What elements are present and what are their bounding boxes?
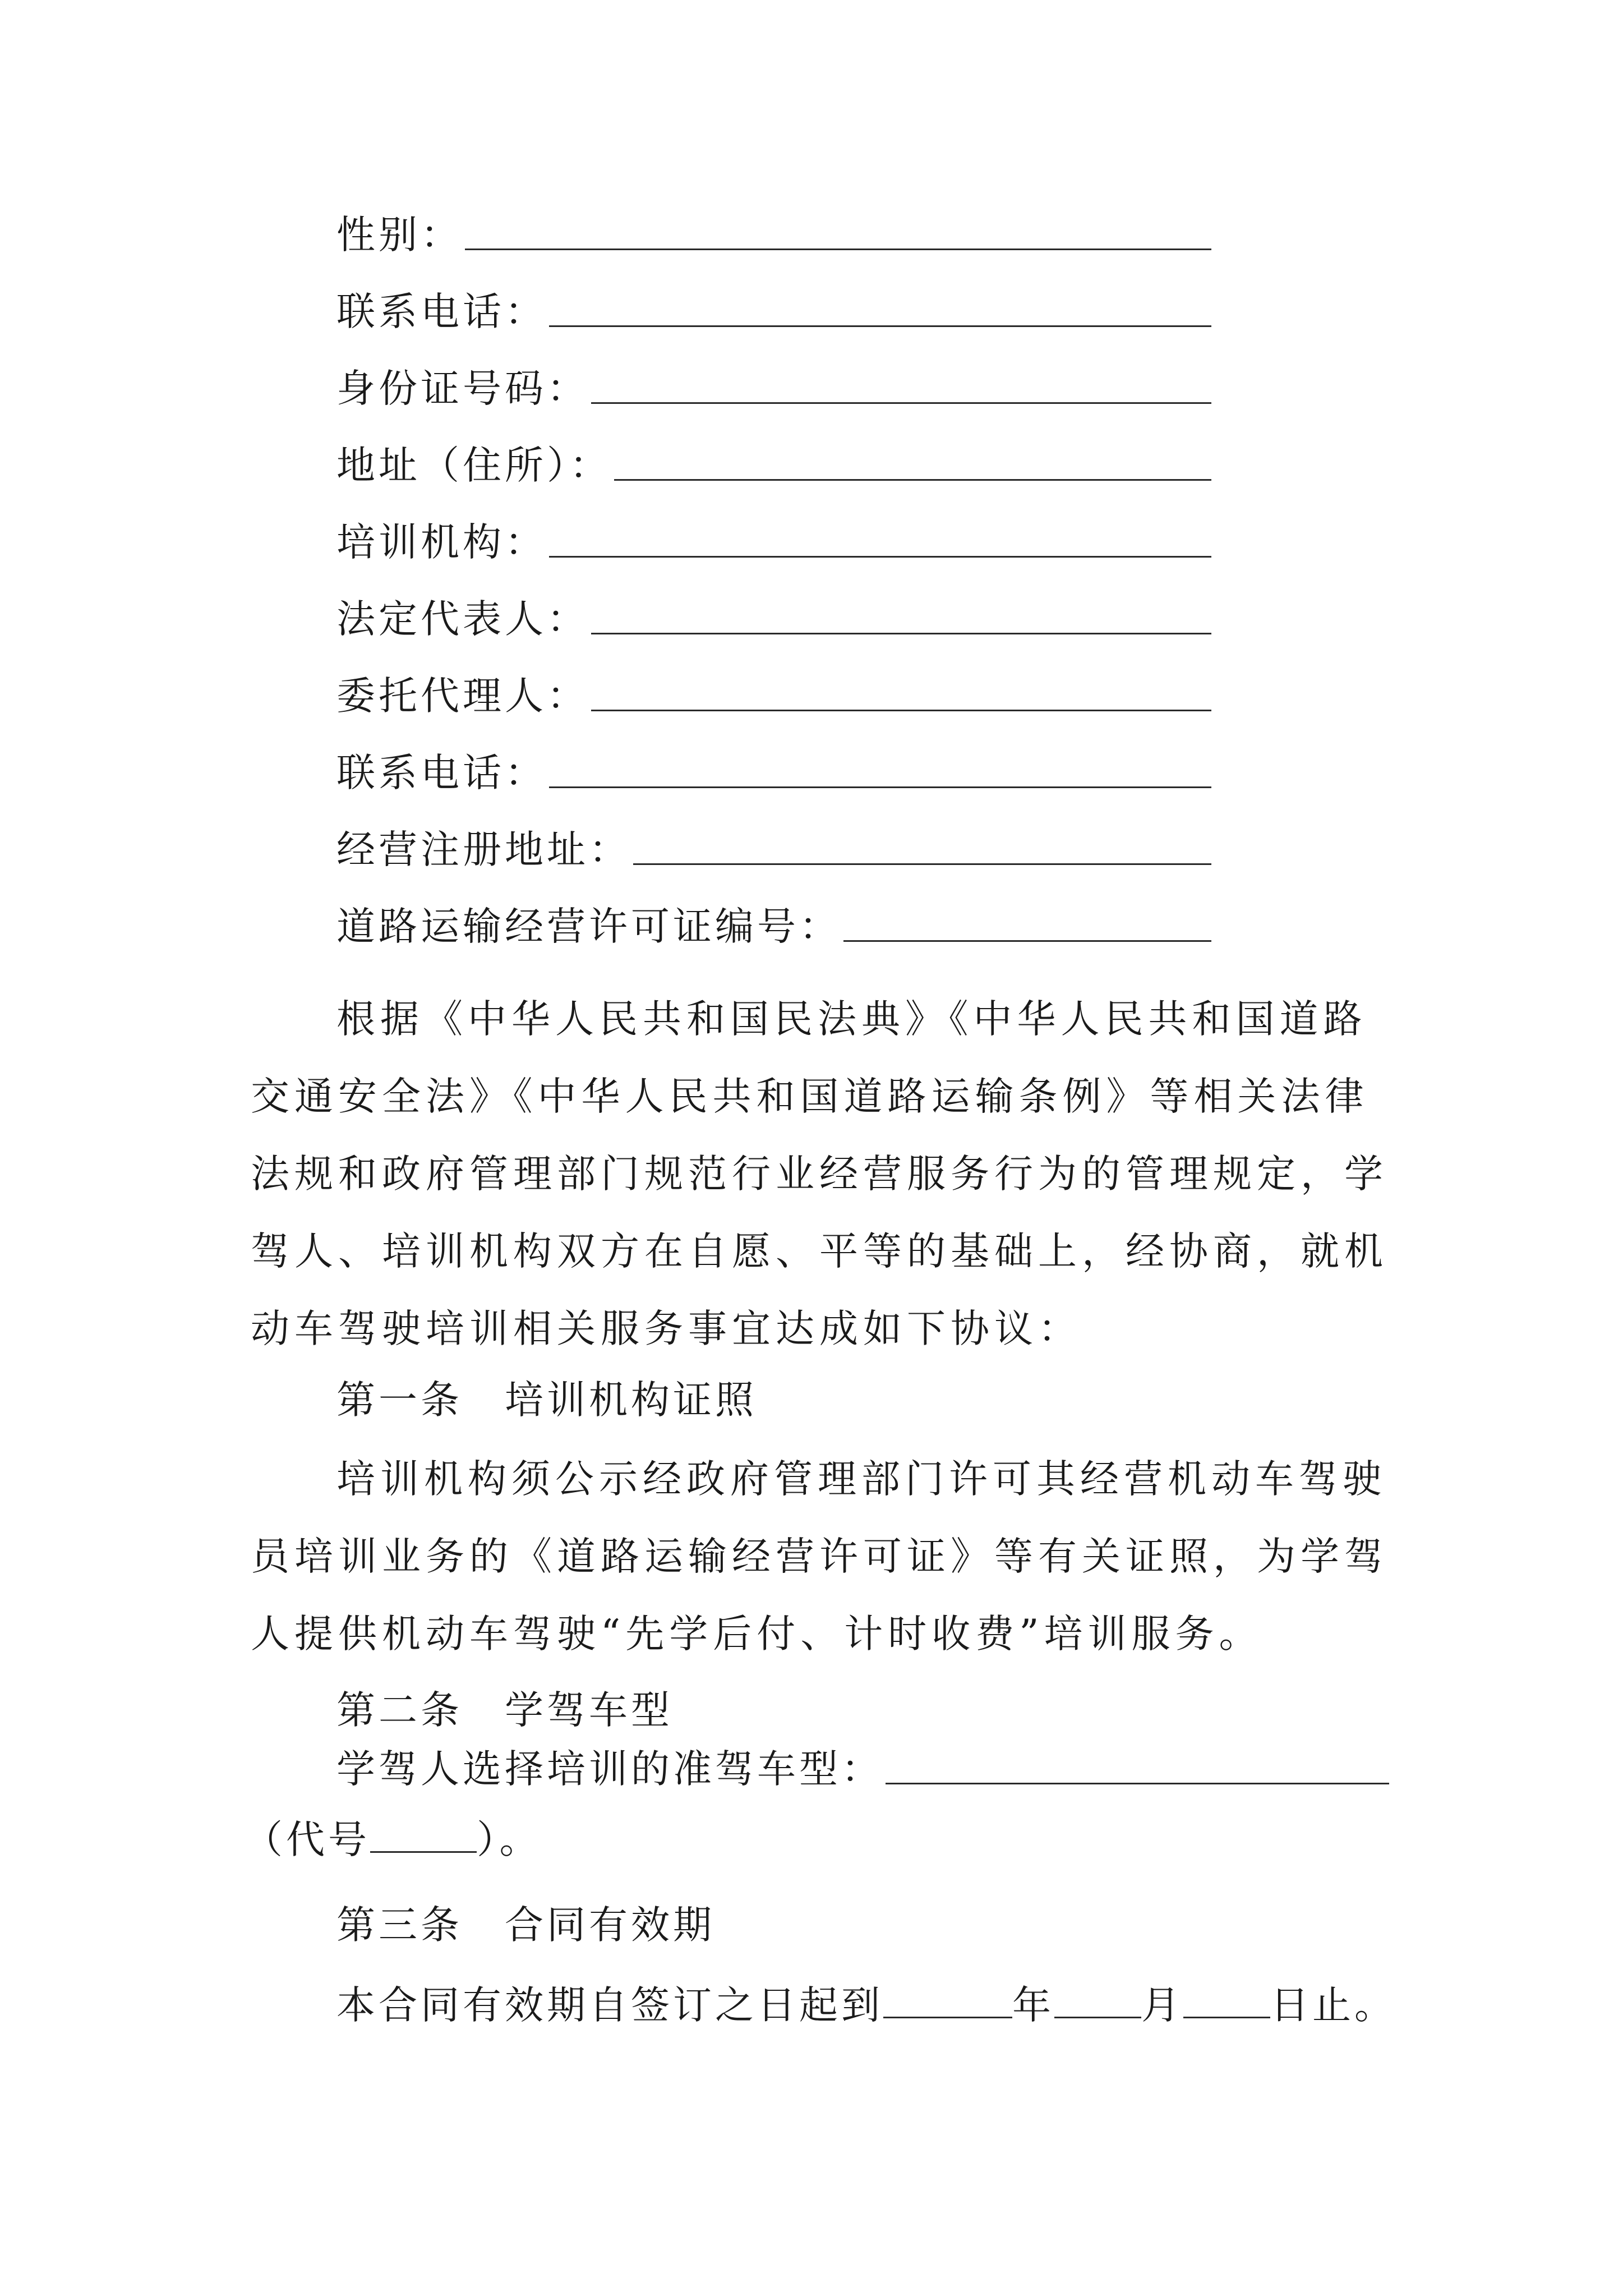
day-blank[interactable] <box>1183 1983 1270 2018</box>
authorized-agent-field[interactable] <box>336 663 1211 719</box>
field-label: 联系电话： <box>336 289 547 334</box>
field-label: 联系电话： <box>336 751 547 795</box>
article-3-title: 第三条 合同有效期 <box>336 1903 715 1948</box>
field-label: 地址（住所）： <box>336 443 612 488</box>
vehicle-code-blank[interactable] <box>370 1818 477 1853</box>
fill-in-line[interactable] <box>614 478 1212 481</box>
preamble-paragraph: 根据《中华人民共和国民法典》《中华人民共和国道路交通安全法》《中华人民共和国道路运输条例》等相关法律法规和政府管理部门规范行业经营服务行为的管理规定，学驾人、培训机构双方在自愿、平等的基础上，经协商，就机动车驾驶培训相关服务事宜达成如下协议： <box>251 997 1388 1351</box>
fill-in-line[interactable] <box>843 940 1211 942</box>
code-close-label: ）。 <box>477 1818 542 1862</box>
validity-prefix: 本合同有效期自签订之日起到 <box>336 1983 883 2028</box>
validity-period-line <box>336 1983 1396 2028</box>
code-open-label: （代号 <box>244 1818 370 1862</box>
legal-representative-field[interactable] <box>336 586 1211 642</box>
field-label: 法定代表人： <box>336 597 589 642</box>
fill-in-line[interactable] <box>465 248 1211 250</box>
field-label: 经营注册地址： <box>336 827 631 872</box>
article-1-title: 第一条 培训机构证照 <box>336 1378 757 1423</box>
field-label: 学驾人选择培训的准驾车型： <box>336 1747 883 1792</box>
gender-field[interactable] <box>336 202 1211 258</box>
field-label: 性别： <box>336 213 463 257</box>
vehicle-type-field[interactable] <box>336 1736 1389 1792</box>
fill-in-line[interactable] <box>886 1782 1389 1784</box>
field-label: 委托代理人： <box>336 674 589 719</box>
field-label: 道路运输经营许可证编号： <box>336 904 841 949</box>
day-end-label: 日止。 <box>1270 1983 1396 2028</box>
fill-in-line[interactable] <box>591 709 1211 711</box>
license-number-field[interactable] <box>336 894 1211 950</box>
article-2-title: 第二条 学驾车型 <box>336 1688 673 1733</box>
field-label: 身份证号码： <box>336 366 589 411</box>
article-1-body: 培训机构须公示经政府管理部门许可其经营机动车驾驶员培训业务的《道路运输经营许可证》等有关证照，为学驾人提供机动车驾驶“先学后付、计时收费”培训服务。 <box>251 1457 1388 1657</box>
phone-field[interactable] <box>336 279 1211 335</box>
fill-in-line[interactable] <box>549 325 1211 327</box>
month-blank[interactable] <box>1054 1983 1141 2018</box>
fill-in-line[interactable] <box>549 786 1211 788</box>
year-blank[interactable] <box>883 1983 1012 2018</box>
training-institution-field[interactable] <box>336 509 1211 565</box>
vehicle-code-line <box>244 1818 542 1860</box>
field-label: 培训机构： <box>336 520 547 565</box>
fill-in-line[interactable] <box>633 863 1211 865</box>
address-field[interactable] <box>336 432 1211 489</box>
year-label: 年 <box>1012 1983 1054 2028</box>
registered-address-field[interactable] <box>336 817 1211 873</box>
fill-in-line[interactable] <box>591 402 1211 404</box>
fill-in-line[interactable] <box>549 555 1211 558</box>
month-label: 月 <box>1141 1983 1183 2028</box>
institution-phone-field[interactable] <box>336 740 1211 796</box>
id-number-field[interactable] <box>336 356 1211 412</box>
fill-in-line[interactable] <box>591 632 1211 634</box>
